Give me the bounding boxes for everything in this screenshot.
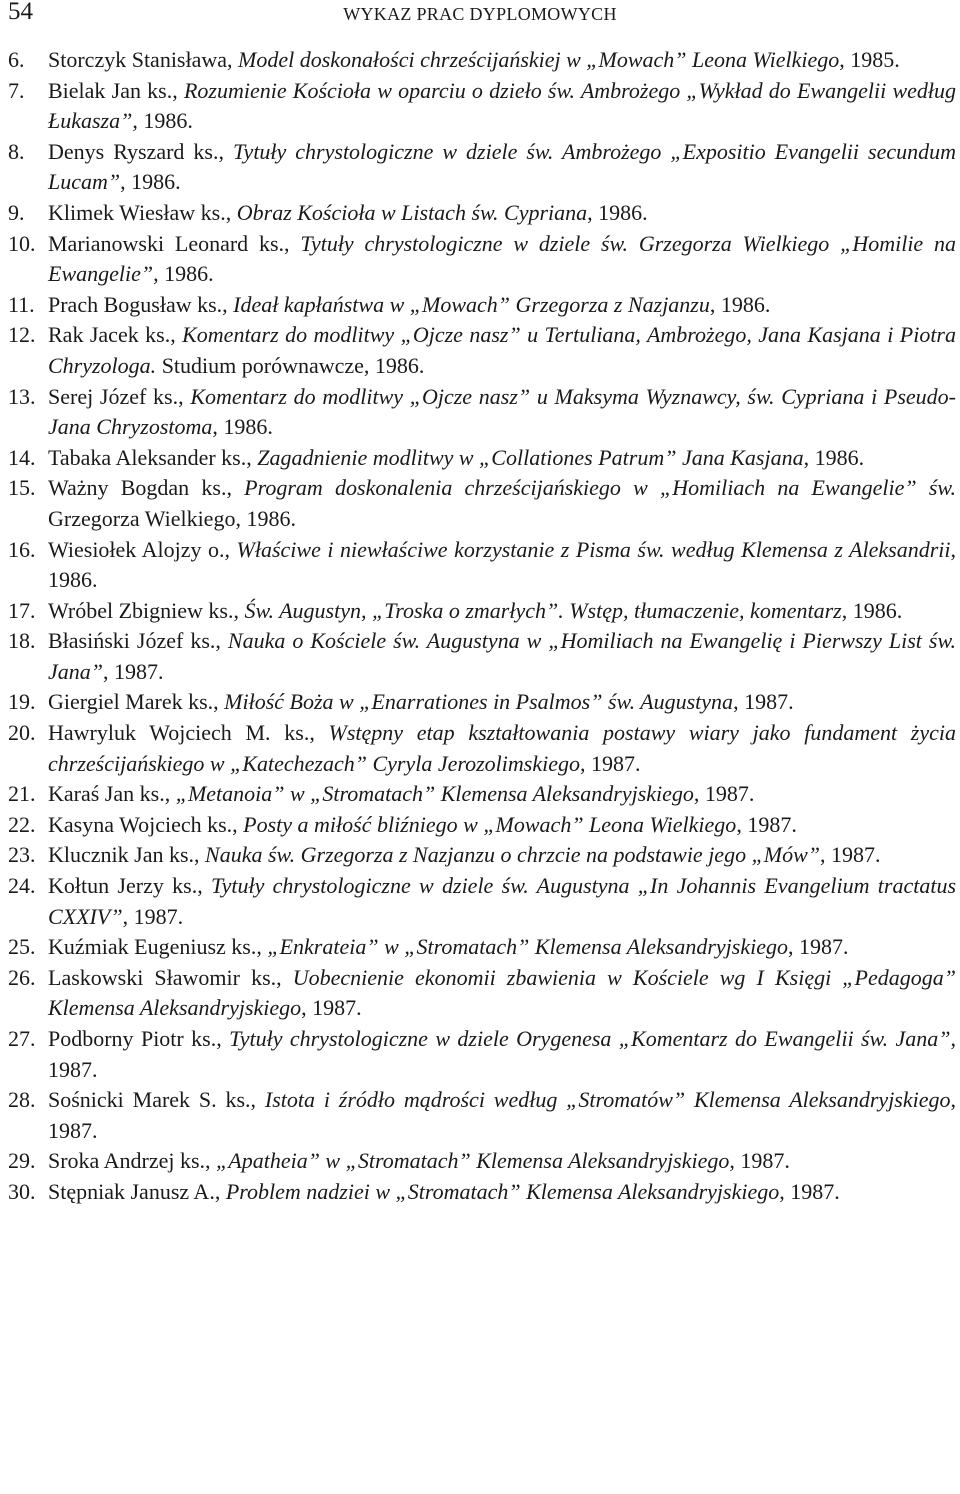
entry-author: Błasiński Józef ks., [48, 628, 221, 654]
entry-year: , 1987. [580, 750, 641, 776]
entry-author: Prach Bogusław ks., [48, 291, 228, 317]
entry-year: , 1987. [122, 903, 184, 929]
entry-number: 22. [8, 811, 36, 837]
entry-text [48, 810, 956, 841]
list-item [8, 198, 956, 229]
entry-number: 6. [8, 47, 25, 72]
entry-author: Kołtun Jerzy ks., [48, 873, 203, 899]
entry-number: 26. [8, 964, 36, 990]
entry-year: , 1987. [779, 1178, 840, 1204]
entry-year: Studium porównawcze, 1986. [156, 352, 425, 378]
list-item [8, 76, 956, 137]
list-item [8, 1177, 956, 1208]
entry-number: 23. [8, 842, 36, 868]
entry-text [48, 320, 956, 381]
entry-text [48, 443, 956, 474]
entry-number: 30. [8, 1178, 36, 1204]
entry-title: Właściwe i niewłaściwe korzystanie z Pisma św. według Klemensa z Aleksandrii [230, 536, 951, 562]
entry-number: 19. [8, 689, 36, 715]
entry-author: Stępniak Janusz A., [48, 1178, 221, 1204]
entry-year: , 1986. [587, 199, 648, 225]
entry-author: Tabaka Aleksander ks., [48, 444, 252, 470]
entry-number: 25. [8, 934, 36, 960]
entry-text [48, 137, 956, 198]
entry-title: Zagadnienie modlitwy w „Collationes Patrum” Jana Kasjana [251, 444, 804, 470]
entry-title: „Enkrateia” w „Stromatach” Klemensa Aleksandryjskiego [261, 934, 789, 960]
entry-number: 10. [8, 230, 36, 256]
list-item [8, 810, 956, 841]
entry-title: Tytuły chrystologiczne w dziele św. Grzegorza Wielkiego „Homilie na Ewangelie” [48, 230, 956, 287]
list-item [8, 1146, 956, 1177]
list-item [8, 963, 956, 1024]
entry-title: Posty a miłość bliźniego w „Mowach” Leona Wielkiego [237, 811, 737, 837]
entry-number: 7. [8, 77, 25, 103]
entry-year: , 1986. [212, 414, 273, 440]
entry-title: Nauka o Kościele św. Augustyna w „Homiliach na Ewangelię i Pierwszy List św. Jana” [48, 628, 956, 684]
entry-number: 14. [8, 444, 36, 470]
entry-title: Miłość Boża w „Enarrationes in Psalmos” św. Augustyna [218, 689, 734, 715]
entry-title: Nauka św. Grzegorza z Nazjanzu o chrzcie na podstawie jego „Mów” [199, 842, 821, 868]
entry-number: 17. [8, 597, 36, 623]
entry-year: , 1987. [788, 934, 849, 960]
entry-number: 27. [8, 1026, 36, 1051]
list-item [8, 1024, 956, 1085]
entry-author: Klimek Wiesław ks., [48, 199, 232, 225]
entry-text [48, 198, 956, 229]
entry-text [48, 535, 956, 596]
entry-title: Program doskonalenia chrześcijańskiego w „Homiliach na Ewangelie” św. [231, 475, 956, 501]
entry-author: Bielak Jan ks., [48, 77, 178, 103]
entry-year: , 1987. [48, 1087, 957, 1143]
entry-year: , 1987. [103, 658, 164, 684]
entry-text [48, 1024, 956, 1085]
entry-author: Hawryluk Wojciech M. ks., [48, 720, 315, 746]
entry-year: , 1987. [301, 995, 362, 1021]
entry-title: Tytuły chrystologiczne w dziele św. Ambrożego „Expositio Evangelii secundum Lucam” [48, 138, 956, 195]
list-item [8, 840, 956, 871]
entry-year: , 1987. [48, 1026, 956, 1082]
list-item [8, 535, 956, 596]
entry-number: 13. [8, 383, 36, 409]
list-item [8, 718, 956, 779]
page-number: 54 [8, 0, 33, 25]
entry-year: , 1987. [733, 689, 794, 715]
entry-title: Model doskonałości chrześcijańskiej w „Mowach” Leona Wielkiego [232, 47, 840, 72]
list-item [8, 473, 956, 534]
list-item [8, 229, 956, 290]
entry-year: , 1987. [820, 842, 881, 868]
entry-text [48, 871, 956, 932]
list-item [8, 443, 956, 474]
list-item [8, 290, 956, 321]
entry-number: 21. [8, 781, 36, 807]
entry-title: Istota i źródło mądrości według „Stromatów” Klemensa Aleksandryjskiego [256, 1087, 951, 1113]
list-item [8, 779, 956, 810]
entry-number: 9. [8, 199, 25, 225]
entry-text [48, 1177, 956, 1208]
list-item [8, 626, 956, 687]
entry-number: 8. [8, 138, 25, 164]
entry-author: Kuźmiak Eugeniusz ks., [48, 934, 262, 960]
thesis-list [8, 45, 956, 1208]
entry-title: Tytuły chrystologiczne w dziele Orygenesa „Komentarz do Ewangelii św. Jana” [221, 1026, 951, 1051]
entry-text [48, 840, 956, 871]
entry-text [48, 687, 956, 718]
entry-year: , 1986. [48, 536, 956, 593]
entry-author: Kasyna Wojciech ks., [48, 811, 238, 837]
entry-author: Klucznik Jan ks., [48, 842, 200, 868]
entry-text [48, 473, 956, 534]
entry-title: Ideał kapłaństwa w „Mowach” Grzegorza z Nazjanzu [227, 291, 710, 317]
entry-year: , 1986. [132, 108, 193, 134]
entry-author: Rak Jacek ks., [48, 322, 176, 348]
entry-author: Karaś Jan ks., [48, 781, 171, 807]
entry-number: 16. [8, 536, 36, 562]
entry-text [48, 290, 956, 321]
entry-title: Obraz Kościoła w Listach św. Cypriana [231, 199, 588, 225]
entry-author: Giergiel Marek ks., [48, 689, 219, 715]
list-item [8, 45, 956, 76]
entry-text [48, 1146, 956, 1177]
entry-year: , 1986. [803, 444, 865, 470]
entry-number: 15. [8, 475, 36, 501]
entry-author: Podborny Piotr ks., [48, 1026, 222, 1051]
list-item [8, 320, 956, 381]
entry-title: Komentarz do modlitwy „Ojcze nasz” u Tertuliana, Ambrożego, Jana Kasjana i Piotra Chryzologa. [48, 322, 956, 378]
entry-author: Storczyk Stanisława, [48, 47, 233, 72]
entry-text [48, 963, 956, 1024]
entry-title: Wstępny etap kształtowania postawy wiary jako fundament życia chrześcijańskiego w „Katechezach” Cyryla Jerozolimskiego [48, 720, 956, 776]
entry-author: Ważny Bogdan ks., [48, 475, 232, 501]
entry-number: 29. [8, 1148, 36, 1174]
entry-author: Sroka Andrzej ks., [48, 1148, 211, 1174]
entry-title: Rozumienie Kościoła w oparciu o dzieło św. Ambrożego „Wykład do Ewangelii według Łukasza” [48, 77, 956, 134]
entry-text [48, 229, 956, 290]
list-item [8, 932, 956, 963]
entry-text [48, 382, 956, 443]
entry-year: , 1987. [729, 1148, 790, 1174]
entry-number: 20. [8, 720, 36, 746]
entry-title: Uobecnienie ekonomii zbawienia w Kościele wg I Księgi „Pedagoga” Klemensa Aleksandryjskiego [48, 964, 956, 1021]
entry-author: Marianowski Leonard ks., [48, 230, 290, 256]
entry-year: , 1985. [839, 47, 900, 72]
entry-text [48, 779, 956, 810]
entry-text [48, 596, 956, 627]
entry-text [48, 76, 956, 137]
entry-title: Św. Augustyn, „Troska o zmarłych”. Wstęp, tłumaczenie, komentarz [238, 597, 842, 623]
entry-author: Laskowski Sławomir ks., [48, 964, 282, 990]
entry-number: 28. [8, 1087, 36, 1113]
entry-title: Tytuły chrystologiczne w dziele św. Augustyna „In Johannis Evangelium tractatus CXXIV” [48, 873, 957, 929]
entry-title: „Apatheia” w „Stromatach” Klemensa Aleksandryjskiego [210, 1148, 730, 1174]
entry-year: Grzegorza Wielkiego, 1986. [48, 505, 296, 531]
entry-year: , 1986. [120, 169, 181, 195]
entry-year: , 1986. [841, 597, 903, 623]
entry-year: , 1987. [693, 781, 755, 807]
entry-text [48, 1085, 956, 1146]
entry-author: Wróbel Zbigniew ks., [48, 597, 239, 623]
entry-year: , 1987. [736, 811, 797, 837]
entry-number: 24. [8, 873, 36, 899]
entry-text [48, 626, 956, 687]
list-item [8, 596, 956, 627]
page-header [8, 0, 952, 32]
entry-author: Serej Józef ks., [48, 383, 184, 409]
list-item [8, 1085, 956, 1146]
entry-title: Problem nadziei w „Stromatach” Klemensa Aleksandryjskiego [220, 1178, 780, 1204]
running-title: WYKAZ PRAC DYPLOMOWYCH [343, 4, 617, 24]
entry-year: , 1986. [709, 291, 771, 317]
list-item [8, 871, 956, 932]
entry-title: Komentarz do modlitwy „Ojcze nasz” u Maksyma Wyznawcy, św. Cypriana i Pseudo-Jana Chryzostoma [48, 383, 956, 440]
entry-text [48, 45, 956, 76]
entry-number: 11. [8, 291, 35, 317]
entry-year: , 1986. [153, 261, 214, 287]
list-item [8, 687, 956, 718]
list-item [8, 137, 956, 198]
entry-author: Sośnicki Marek S. ks., [48, 1087, 257, 1113]
entry-number: 18. [8, 628, 36, 654]
entry-number: 12. [8, 322, 36, 348]
entry-title: „Metanoia” w „Stromatach” Klemensa Aleksandryjskiego [170, 781, 694, 807]
entry-text [48, 932, 956, 963]
entry-author: Wiesiołek Alojzy o., [48, 536, 231, 562]
list-item [8, 382, 956, 443]
entry-text [48, 718, 956, 779]
entry-author: Denys Ryszard ks., [48, 138, 224, 164]
